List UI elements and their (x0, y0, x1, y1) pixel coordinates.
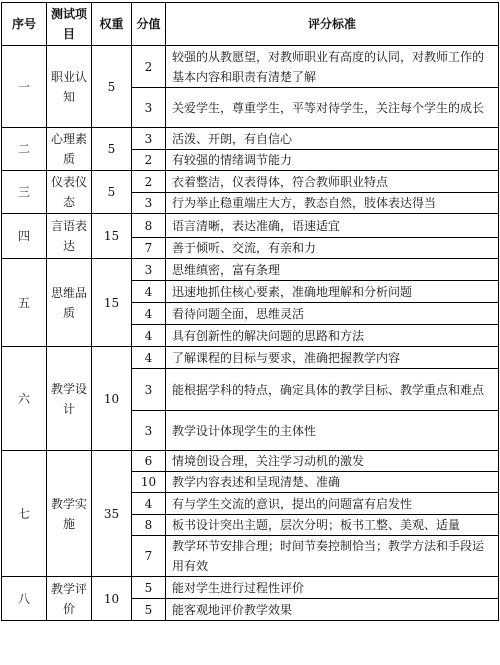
section-weight: 15 (92, 259, 132, 347)
row-criterion: 语言清晰，表达准确，语速适宜 (166, 214, 499, 238)
header-score: 分值 (132, 3, 166, 46)
section-weight: 10 (92, 577, 132, 621)
row-score: 4 (132, 303, 166, 325)
row-criterion: 行为举止稳重端庄大方，教态自然，肢体表达得当 (166, 193, 499, 214)
row-criterion: 能客观地评价教学效果 (166, 599, 499, 621)
section-weight: 5 (92, 128, 132, 171)
row-criterion: 有较强的情绪调节能力 (166, 150, 499, 171)
section-weight: 35 (92, 451, 132, 577)
section-seq: 七 (2, 451, 47, 577)
row-score: 3 (132, 88, 166, 128)
row-score: 4 (132, 281, 166, 303)
table-row (2, 128, 499, 150)
row-criterion: 教学环节安排合理；时间节奏控制恰当；教学方法和手段运用有效 (166, 536, 499, 577)
table-row (2, 46, 499, 88)
row-criterion: 教学内容表述和呈现清楚、准确 (166, 472, 499, 493)
row-score: 3 (132, 259, 166, 281)
row-criterion: 较强的从教愿望，对教师职业有高度的认同，对教师工作的基本内容和职责有清楚了解 (166, 46, 499, 88)
row-score: 8 (132, 214, 166, 238)
row-criterion: 思维缜密，富有条理 (166, 259, 499, 281)
section-seq: 三 (2, 171, 47, 214)
section-seq: 五 (2, 259, 47, 347)
row-criterion: 具有创新性的解决问题的思路和方法 (166, 325, 499, 347)
header-weight: 权重 (92, 3, 132, 46)
table-row (2, 577, 499, 599)
row-criterion: 善于倾听、交流，有亲和力 (166, 238, 499, 259)
row-criterion: 关爱学生，尊重学生，平等对待学生，关注每个学生的成长 (166, 88, 499, 128)
section-item: 教学实施 (47, 451, 92, 577)
section-seq: 一 (2, 46, 47, 128)
row-criterion: 有与学生交流的意识，提出的问题富有启发性 (166, 493, 499, 515)
section-item: 仪表仪态 (47, 171, 92, 214)
table-row (2, 259, 499, 281)
row-criterion: 板书设计突出主题，层次分明；板书工整、美观、适量 (166, 515, 499, 536)
row-score: 3 (132, 411, 166, 451)
row-criterion: 能对学生进行过程性评价 (166, 577, 499, 599)
table-row (2, 171, 499, 193)
row-score: 7 (132, 536, 166, 577)
section-weight: 15 (92, 214, 132, 259)
row-score: 3 (132, 369, 166, 411)
table-row (2, 451, 499, 472)
row-criterion: 看待问题全面，思维灵活 (166, 303, 499, 325)
row-score: 7 (132, 238, 166, 259)
table-body (2, 46, 499, 621)
row-score: 6 (132, 451, 166, 472)
row-criterion: 了解课程的目标与要求，准确把握教学内容 (166, 347, 499, 369)
header-criteria: 评分标准 (166, 3, 499, 46)
row-score: 4 (132, 325, 166, 347)
row-score: 2 (132, 150, 166, 171)
header-seq: 序号 (2, 3, 47, 46)
row-score: 2 (132, 46, 166, 88)
row-score: 5 (132, 599, 166, 621)
row-score: 2 (132, 171, 166, 193)
section-seq: 四 (2, 214, 47, 259)
row-criterion: 活泼、开朗，有自信心 (166, 128, 499, 150)
section-item: 教学评价 (47, 577, 92, 621)
row-score: 8 (132, 515, 166, 536)
row-score: 3 (132, 193, 166, 214)
row-score: 4 (132, 493, 166, 515)
header-item: 测试项目 (47, 3, 92, 46)
table-row (2, 347, 499, 369)
section-weight: 5 (92, 171, 132, 214)
row-score: 10 (132, 472, 166, 493)
row-score: 4 (132, 347, 166, 369)
section-seq: 八 (2, 577, 47, 621)
scoring-table (1, 2, 499, 621)
row-criterion: 教学设计体现学生的主体性 (166, 411, 499, 451)
section-item: 思维品质 (47, 259, 92, 347)
section-weight: 5 (92, 46, 132, 128)
section-seq: 六 (2, 347, 47, 451)
table-row (2, 214, 499, 238)
section-item: 心理素质 (47, 128, 92, 171)
section-item: 言语表达 (47, 214, 92, 259)
row-criterion: 迅速地抓住核心要素，准确地理解和分析问题 (166, 281, 499, 303)
row-criterion: 能根据学科的特点，确定具体的教学目标、教学重点和难点 (166, 369, 499, 411)
section-seq: 二 (2, 128, 47, 171)
row-score: 3 (132, 128, 166, 150)
row-criterion: 情境创设合理，关注学习动机的激发 (166, 451, 499, 472)
section-item: 职业认知 (47, 46, 92, 128)
row-criterion: 衣着整洁，仪表得体，符合教师职业特点 (166, 171, 499, 193)
section-weight: 10 (92, 347, 132, 451)
section-item: 教学设计 (47, 347, 92, 451)
header-row (2, 3, 499, 46)
row-score: 5 (132, 577, 166, 599)
